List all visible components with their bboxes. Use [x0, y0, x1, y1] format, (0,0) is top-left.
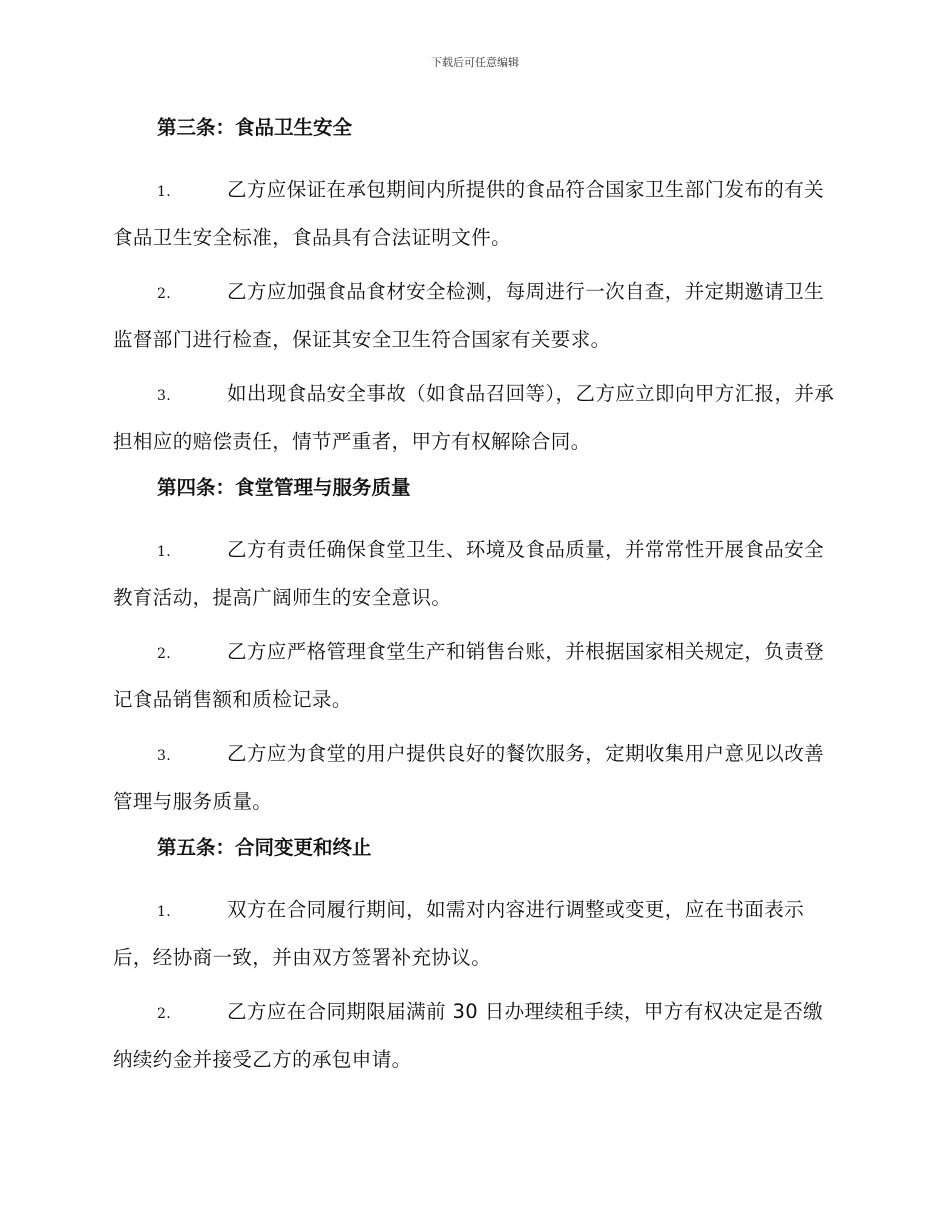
item-number: 1. — [157, 544, 172, 560]
item-number: 1. — [157, 184, 172, 200]
item-text: 乙方应为食堂的用户提供良好的餐饮服务，定期收集用户意见以改善管理与服务质量。 — [113, 742, 825, 813]
page-header: 下载后可任意编辑 — [431, 56, 519, 69]
item-number: 1. — [157, 904, 172, 920]
item-number: 3. — [157, 388, 172, 404]
section-heading: 第四条：食堂管理与服务质量 — [157, 476, 411, 499]
item-text: 双方在合同履行期间，如需对内容进行调整或变更，应在书面表示后，经协商一致，并由双方签署补充协议。 — [113, 898, 805, 969]
document-body — [113, 113, 837, 1091]
item-number: 3. — [157, 748, 172, 764]
list-item — [113, 527, 837, 620]
list-item — [113, 989, 837, 1082]
section-heading: 第五条：合同变更和终止 — [157, 836, 372, 859]
item-text: 乙方有责任确保食堂卫生、环境及食品质量，并常常性开展食品安全教育活动，提高广阔师生的安全意识。 — [113, 538, 825, 609]
item-number: 2. — [157, 1006, 172, 1022]
item-text: 乙方应保证在承包期间内所提供的食品符合国家卫生部门发布的有关食品卫生安全标准，食品具有合法证明文件。 — [113, 178, 825, 249]
item-number: 2. — [157, 286, 172, 302]
list-item — [113, 629, 837, 722]
section-heading: 第三条：食品卫生安全 — [157, 116, 353, 139]
item-number: 2. — [157, 646, 172, 662]
item-text: 乙方应严格管理食堂生产和销售台账，并根据国家相关规定，负责登记食品销售额和质检记录。 — [113, 640, 825, 711]
list-item — [113, 269, 837, 362]
item-text: 如出现食品安全事故（如食品召回等），乙方应立即向甲方汇报，并承担相应的赔偿责任，情节严重者，甲方有权解除合同。 — [113, 382, 835, 453]
list-item — [113, 731, 837, 824]
list-item — [113, 167, 837, 260]
list-item — [113, 371, 837, 464]
list-item — [113, 887, 837, 980]
item-text: 乙方应在合同期限届满前 30 日办理续租手续，甲方有权决定是否缴纳续约金并接受乙方的承包申请。 — [113, 1000, 824, 1071]
item-text: 乙方应加强食品食材安全检测，每周进行一次自查，并定期邀请卫生监督部门进行检查，保证其安全卫生符合国家有关要求。 — [113, 280, 825, 351]
